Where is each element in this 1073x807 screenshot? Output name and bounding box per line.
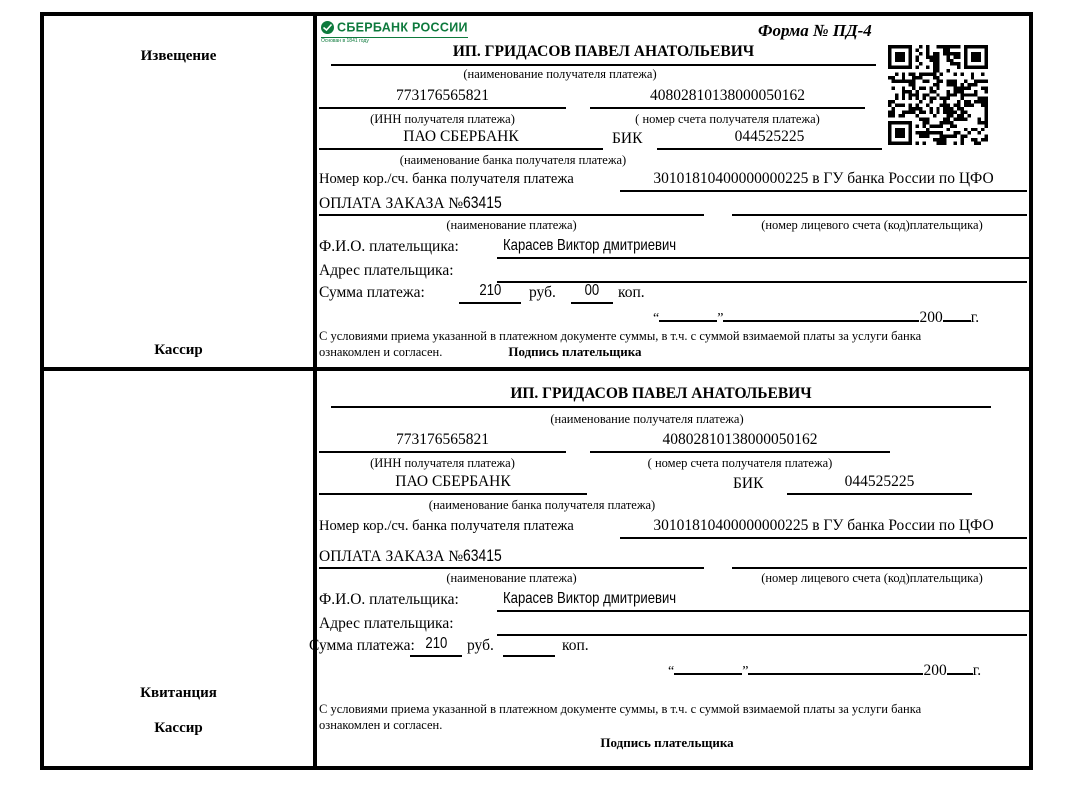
receipt-content-cell bbox=[309, 371, 1029, 766]
payer-address-blank-line bbox=[497, 260, 1027, 283]
quote-close: ” bbox=[717, 311, 724, 326]
personal-account-blank-line bbox=[732, 193, 1027, 216]
bank-name-field: ПАО СБЕРБАНК bbox=[319, 472, 587, 495]
date-day-blank bbox=[674, 658, 742, 675]
year-prefix: 200 bbox=[919, 309, 943, 326]
receipt-stub-cell bbox=[44, 371, 317, 766]
personal-account-blank-line bbox=[732, 546, 1027, 569]
notice-stub-cell bbox=[44, 16, 317, 367]
payer-name-value: Карасев Виктор дмитриевич bbox=[503, 590, 677, 607]
corr-account-field: 30101810400000000225 в ГУ банка России по ЦФО bbox=[620, 516, 1027, 539]
payer-address-label: Адрес плательщика: bbox=[319, 615, 454, 632]
recipient-name: ИП. ГРИДАСОВ ПАВЕЛ АНАТОЛЬЕВИЧ bbox=[331, 385, 991, 408]
rub-label: руб. bbox=[529, 284, 556, 301]
payer-name-value: Карасев Виктор дмитриевич bbox=[503, 237, 677, 254]
rub-label: руб. bbox=[467, 637, 494, 654]
account-field: 40802810138000050162 bbox=[590, 430, 890, 453]
signature-label-top: Подпись плательщика bbox=[508, 344, 642, 359]
agreement-line2: ознакомлен и согласен. bbox=[319, 345, 443, 359]
year-suffix: г. bbox=[970, 309, 980, 326]
sberbank-logo-text: СБЕРБАНК РОССИИ bbox=[337, 20, 468, 35]
sberbank-logo-tagline: Основан в 1841 году bbox=[321, 38, 369, 44]
corr-account-field: 30101810400000000225 в ГУ банка России по ЦФО bbox=[620, 169, 1027, 192]
sberbank-logo bbox=[321, 18, 468, 44]
inn-caption: (ИНН получателя платежа) bbox=[370, 456, 515, 470]
payment-name-caption: (наименование платежа) bbox=[446, 218, 577, 232]
receipt-section bbox=[44, 371, 1029, 766]
agreement-line1: С условиями приема указанной в платежном документе суммы, в т.ч. с суммой взимаемой платы за услуги банка bbox=[319, 329, 922, 343]
personal-account-caption: (номер лицевого счета (код)плательщика) bbox=[761, 571, 983, 585]
bank-caption: (наименование банка получателя платежа) bbox=[399, 153, 627, 167]
year-prefix: 200 bbox=[923, 662, 947, 679]
quote-close: ” bbox=[742, 664, 749, 679]
corr-account-label: Номер кор./сч. банка получателя платежа bbox=[319, 518, 574, 534]
year-suffix: г. bbox=[972, 662, 982, 679]
bik-label: БИК bbox=[733, 475, 764, 492]
cashier-label-top: Кассир bbox=[154, 342, 203, 358]
date-day-blank bbox=[659, 305, 717, 322]
payer-name-label: Ф.И.О. плательщика: bbox=[319, 591, 459, 608]
agreement-line2: ознакомлен и согласен. bbox=[319, 718, 443, 732]
notice-section bbox=[44, 16, 1029, 371]
recipient-caption: (наименование получателя платежа) bbox=[550, 412, 744, 426]
bik-field: 044525225 bbox=[787, 472, 972, 495]
notice-title: Извещение bbox=[140, 48, 217, 64]
agreement-text bbox=[319, 328, 989, 360]
bik-label: БИК bbox=[612, 130, 643, 147]
payer-name-label: Ф.И.О. плательщика: bbox=[319, 238, 459, 255]
order-number: 63415 bbox=[463, 193, 503, 212]
payer-address-label: Адрес плательщика: bbox=[319, 262, 454, 279]
payment-name-label: ОПЛАТА ЗАКАЗА № bbox=[319, 195, 464, 212]
agreement-line1: С условиями приема указанной в платежном документе суммы, в т.ч. с суммой взимаемой платы за услуги банка bbox=[319, 702, 922, 716]
kop-label: коп. bbox=[562, 637, 589, 654]
inn-field: 773176565821 bbox=[319, 430, 566, 453]
sum-rub-value: 210 bbox=[425, 635, 447, 652]
payment-form-pd4 bbox=[40, 12, 1033, 770]
corr-account-label: Номер кор./сч. банка получателя платежа bbox=[319, 171, 574, 187]
quote-open: “ bbox=[653, 311, 660, 326]
cashier-label-bottom: Кассир bbox=[154, 720, 203, 736]
bank-name-field: ПАО СБЕРБАНК bbox=[319, 127, 603, 150]
recipient-caption: (наименование получателя платежа) bbox=[463, 67, 657, 81]
account-caption: ( номер счета получателя платежа) bbox=[647, 456, 833, 470]
sum-label: Сумма платежа: bbox=[309, 637, 415, 654]
year-blank bbox=[943, 305, 971, 322]
form-number-label: Форма № ПД-4 bbox=[758, 21, 872, 40]
date-month-blank bbox=[723, 305, 919, 322]
payer-address-blank-line bbox=[497, 613, 1027, 636]
sberbank-logo-icon bbox=[321, 21, 334, 34]
signature-label-bottom: Подпись плательщика bbox=[600, 735, 734, 750]
date-month-blank bbox=[748, 658, 923, 675]
date-line bbox=[653, 305, 979, 327]
year-blank bbox=[947, 658, 973, 675]
agreement-text bbox=[319, 701, 989, 733]
order-number: 63415 bbox=[463, 546, 503, 565]
notice-content-cell bbox=[317, 16, 1029, 367]
sum-kop-value: 00 bbox=[584, 282, 600, 299]
bik-field: 044525225 bbox=[657, 127, 882, 150]
qr-code bbox=[888, 45, 988, 145]
sum-label: Сумма платежа: bbox=[319, 284, 425, 301]
date-line bbox=[668, 658, 981, 680]
payment-name-label: ОПЛАТА ЗАКАЗА № bbox=[319, 548, 464, 565]
kop-label: коп. bbox=[618, 284, 645, 301]
personal-account-caption: (номер лицевого счета (код)плательщика) bbox=[761, 218, 983, 232]
quote-open: “ bbox=[668, 664, 675, 679]
account-field: 40802810138000050162 bbox=[590, 86, 865, 109]
recipient-name: ИП. ГРИДАСОВ ПАВЕЛ АНАТОЛЬЕВИЧ bbox=[331, 43, 876, 66]
inn-caption: (ИНН получателя платежа) bbox=[370, 112, 515, 126]
sum-rub-value: 210 bbox=[479, 282, 501, 299]
payment-name-caption: (наименование платежа) bbox=[446, 571, 577, 585]
bank-caption: (наименование банка получателя платежа) bbox=[428, 498, 656, 512]
receipt-title: Квитанция bbox=[140, 685, 217, 701]
inn-field: 773176565821 bbox=[319, 86, 566, 109]
account-caption: ( номер счета получателя платежа) bbox=[635, 112, 820, 126]
